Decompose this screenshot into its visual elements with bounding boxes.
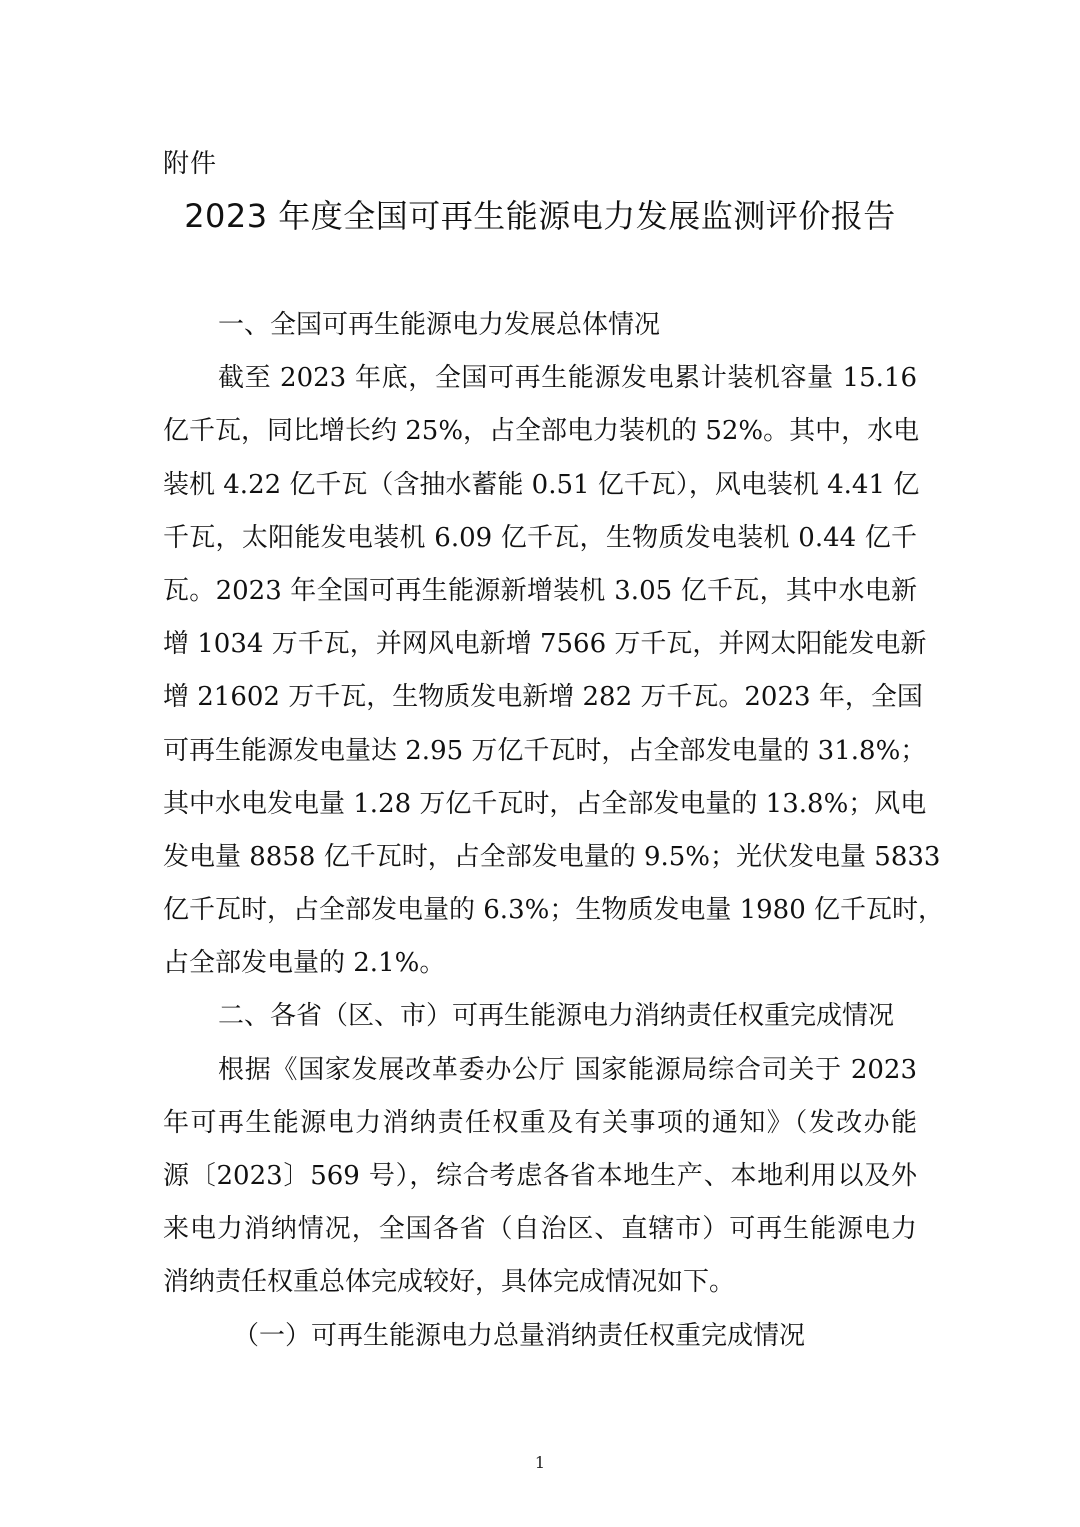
document-title: 2023 年度全国可再生能源电力发展监测评价报告 xyxy=(184,197,896,235)
paragraph-line: 来电力消纳情况，全国各省（自治区、直辖市）可再生能源电力 xyxy=(163,1214,917,1245)
document-body xyxy=(163,299,945,1363)
paragraph-line: 亿千瓦，同比增长约 25%，占全部电力装机的 52%。其中，水电 xyxy=(163,416,920,447)
subsection-heading: （一）可再生能源电力总量消纳责任权重完成情况 xyxy=(233,1320,806,1351)
paragraph-line: 发电量 8858 亿千瓦时，占全部发电量的 9.5%；光伏发电量 5833 xyxy=(163,841,941,872)
paragraph-line: 增 21602 万千瓦，生物质发电新增 282 万千瓦。2023 年，全国 xyxy=(163,682,923,713)
paragraph-line: 增 1034 万千瓦，并网风电新增 7566 万千瓦，并网太阳能发电新 xyxy=(163,629,927,660)
paragraph-line: 亿千瓦时，占全部发电量的 6.3%；生物质发电量 1980 亿千瓦时， xyxy=(163,895,945,926)
page-number: 1 xyxy=(534,1453,546,1472)
paragraph-line: 截至 2023 年底，全国可再生能源发电累计装机容量 15.16 xyxy=(218,363,917,394)
paragraph-line: 根据《国家发展改革委办公厅 国家能源局综合司关于 2023 xyxy=(218,1054,917,1085)
attachment-label: 附件 xyxy=(163,149,218,179)
paragraph-line: 装机 4.22 亿千瓦（含抽水蓄能 0.51 亿千瓦），风电装机 4.41 亿 xyxy=(163,469,920,500)
section-heading-1: 一、全国可再生能源电力发展总体情况 xyxy=(218,310,661,340)
paragraph-line: 可再生能源发电量达 2.95 万亿千瓦时，占全部发电量的 31.8%； xyxy=(163,735,927,766)
paragraph-line: 年可再生能源电力消纳责任权重及有关事项的通知》（发改办能 xyxy=(163,1107,917,1138)
paragraph-line: 千瓦，太阳能发电装机 6.09 亿千瓦，生物质发电装机 0.44 亿千 xyxy=(163,522,917,553)
paragraph-line: 瓦。2023 年全国可再生能源新增装机 3.05 亿千瓦，其中水电新 xyxy=(163,575,917,606)
paragraph-line: 源〔2023〕569 号），综合考虑各省本地生产、本地利用以及外 xyxy=(163,1161,917,1191)
paragraph-line: 消纳责任权重总体完成较好，具体完成情况如下。 xyxy=(163,1267,736,1298)
section-heading-2: 二、各省（区、市）可再生能源电力消纳责任权重完成情况 xyxy=(218,1001,895,1032)
paragraph-line: 占全部发电量的 2.1%。 xyxy=(163,948,446,979)
paragraph-line: 其中水电发电量 1.28 万亿千瓦时，占全部发电量的 13.8%；风电 xyxy=(163,788,927,819)
